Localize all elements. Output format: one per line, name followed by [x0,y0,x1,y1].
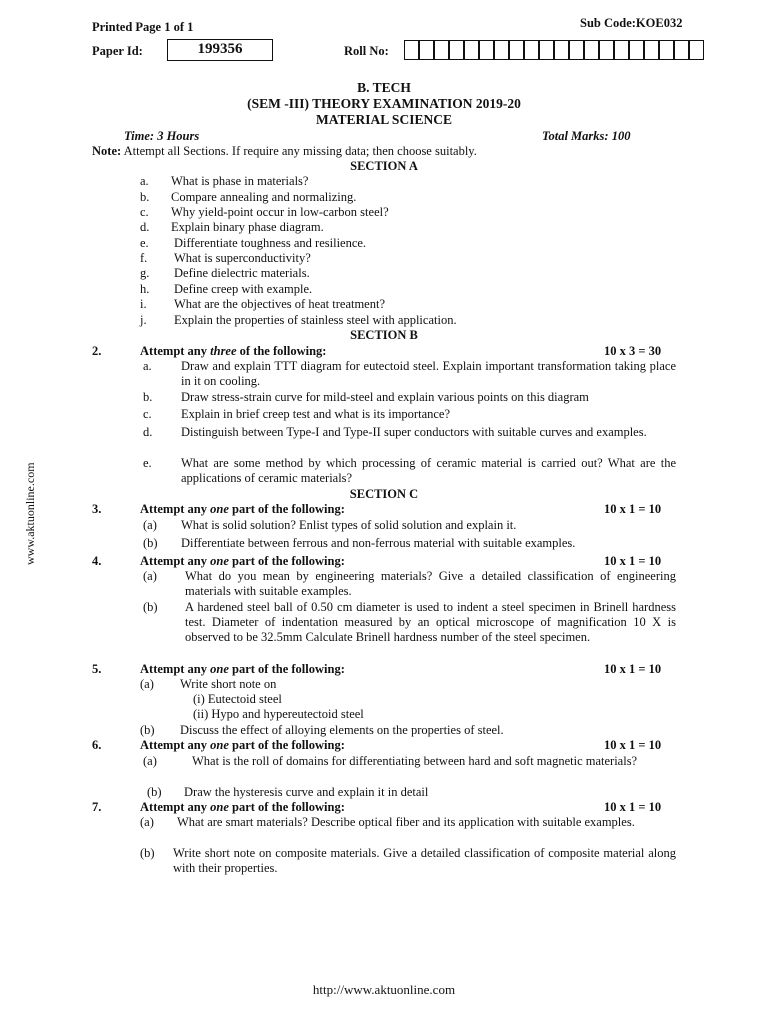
roll-no-cell[interactable] [449,40,464,60]
question-number: 6. [92,738,102,752]
question-letter: (b) [140,723,155,737]
question-letter: c. [143,407,152,421]
note-text: Attempt all Sections. If require any missing data; then choose suitably. [123,144,477,158]
question-number: 3. [92,502,102,516]
question-number: 4. [92,554,102,568]
question-text: Write short note on [180,677,277,691]
question-text: Why yield-point occur in low-carbon steel? [171,205,389,219]
subject-title: MATERIAL SCIENCE [316,112,452,127]
question-letter: (a) [143,518,157,532]
section-a-heading: SECTION A [350,159,418,173]
printed-page-label: Printed Page 1 of 1 [92,20,194,34]
roll-no-label: Roll No: [344,44,389,58]
question-letter: d. [143,425,153,439]
roll-no-cell[interactable] [539,40,554,60]
question-text: What is the roll of domains for differentiating between hard and soft magnetic materials? [192,754,638,768]
time-label: Time: 3 Hours [124,129,200,143]
footer-url[interactable]: http://www.aktuonline.com [312,982,456,997]
question-text: Differentiate toughness and resilience. [174,236,367,250]
question-marks: 10 x 1 = 10 [604,554,662,568]
roll-no-cell[interactable] [689,40,704,60]
question-instruction: Attempt any one part of the following: [140,738,345,752]
question-text: Differentiate between ferrous and non-ferrous material with suitable examples. [181,536,576,550]
roll-no-cell[interactable] [614,40,629,60]
question-letter: (a) [143,569,157,583]
sub-question-text: (ii) Hypo and hypereutectoid steel [193,707,364,721]
question-text: What is solid solution? Enlist types of solid solution and explain it. [181,518,517,532]
question-text: Explain binary phase diagram. [171,220,324,234]
roll-no-cell[interactable] [569,40,584,60]
question-text: Discuss the effect of alloying elements on the properties of steel. [180,723,504,737]
question-text: Define creep with example. [174,282,313,296]
question-letter: (b) [143,536,158,550]
question-marks: 10 x 1 = 10 [604,502,662,516]
question-letter: (a) [143,754,157,768]
question-text: What are some method by which processing of ceramic material is carried out? What are the applications of ceramic materials? [181,456,676,485]
question-text: Draw stress-strain curve for mild-steel and explain various points on this diagram [181,390,589,404]
roll-no-cell[interactable] [659,40,674,60]
question-number: 5. [92,662,102,676]
question-text: Write short note on composite materials. Give a detailed classification of composite material along with their properties. [173,846,676,875]
degree-title: B. TECH [357,80,411,95]
question-marks: 10 x 1 = 10 [604,800,662,814]
sub-question-text: (i) Eutectoid steel [193,692,282,706]
question-letter: e. [140,236,149,250]
question-text: Explain the properties of stainless steel with application. [174,313,457,327]
roll-no-cell[interactable] [494,40,509,60]
question-text: What is phase in materials? [171,174,309,188]
question-text: What is superconductivity? [174,251,311,265]
question-instruction: Attempt any one part of the following: [140,502,345,516]
question-letter: a. [143,359,152,373]
roll-no-cell[interactable] [629,40,644,60]
roll-no-cell[interactable] [599,40,614,60]
question-letter: j. [140,313,147,327]
question-instruction: Attempt any one part of the following: [140,662,345,676]
question-letter: f. [140,251,148,265]
question-letter: d. [140,220,150,234]
question-letter: e. [143,456,152,470]
question-number: 2. [92,344,102,358]
question-letter: c. [140,205,149,219]
question-instruction: Attempt any three of the following: [140,344,327,358]
section-b-heading: SECTION B [350,328,418,342]
question-letter: g. [140,266,150,280]
roll-no-cell[interactable] [404,40,419,60]
question-number: 7. [92,800,102,814]
question-letter: h. [140,282,150,296]
side-url[interactable]: www.aktuonline.com [23,462,37,565]
total-marks-label: Total Marks: 100 [542,129,631,143]
note-label: Note: [92,144,122,158]
roll-no-cell[interactable] [479,40,494,60]
question-letter: (b) [143,600,158,614]
paper-id-label: Paper Id: [92,44,143,58]
question-text: What are the objectives of heat treatment? [174,297,386,311]
roll-no-cell[interactable] [644,40,659,60]
question-text: Draw the hysteresis curve and explain it in detail [184,785,429,799]
roll-no-cell[interactable] [674,40,689,60]
question-letter: (a) [140,677,154,691]
question-text: A hardened steel ball of 0.50 cm diameter is used to indent a steel specimen in Brinell hardness test. Diameter of indentation measured by an optical microscope of magnification 10 X is observed to be 32.5mm Calculate Brinell hardness number of the steel specimen. [185,600,676,644]
question-instruction: Attempt any one part of the following: [140,554,345,568]
roll-no-cell[interactable] [434,40,449,60]
question-text: Draw and explain TTT diagram for eutectoid steel. Explain important transformation taking place in it on cooling. [181,359,676,388]
question-letter: i. [140,297,147,311]
note-line [92,144,477,159]
subject-code: Sub Code:KOE032 [580,16,683,30]
question-marks: 10 x 1 = 10 [604,662,662,676]
question-letter: (a) [140,815,154,829]
exam-title: (SEM -III) THEORY EXAMINATION 2019-20 [247,96,521,111]
roll-no-cell[interactable] [524,40,539,60]
question-text: Define dielectric materials. [174,266,310,280]
question-marks: 10 x 1 = 10 [604,738,662,752]
roll-no-cell[interactable] [419,40,434,60]
question-instruction: Attempt any one part of the following: [140,800,345,814]
question-marks: 10 x 3 = 30 [604,344,662,358]
question-text: Explain in brief creep test and what is its importance? [181,407,451,421]
roll-no-cell[interactable] [464,40,479,60]
question-letter: b. [143,390,153,404]
question-text: What do you mean by engineering materials? Give a detailed classification of engineering materials with suitable examples. [185,569,676,598]
question-text: Compare annealing and normalizing. [171,190,357,204]
question-letter: b. [140,190,150,204]
section-c-heading: SECTION C [349,487,419,501]
question-letter: (b) [147,785,162,799]
question-text: What are smart materials? Describe optical fiber and its application with suitable examples. [177,815,635,829]
question-letter: a. [140,174,149,188]
roll-no-cell[interactable] [554,40,569,60]
roll-no-cell[interactable] [509,40,524,60]
question-text: Distinguish between Type-I and Type-II super conductors with suitable curves and examples. [181,425,647,439]
paper-id-value: 199356 [197,41,243,57]
roll-no-cell[interactable] [584,40,599,60]
question-letter: (b) [140,846,155,860]
